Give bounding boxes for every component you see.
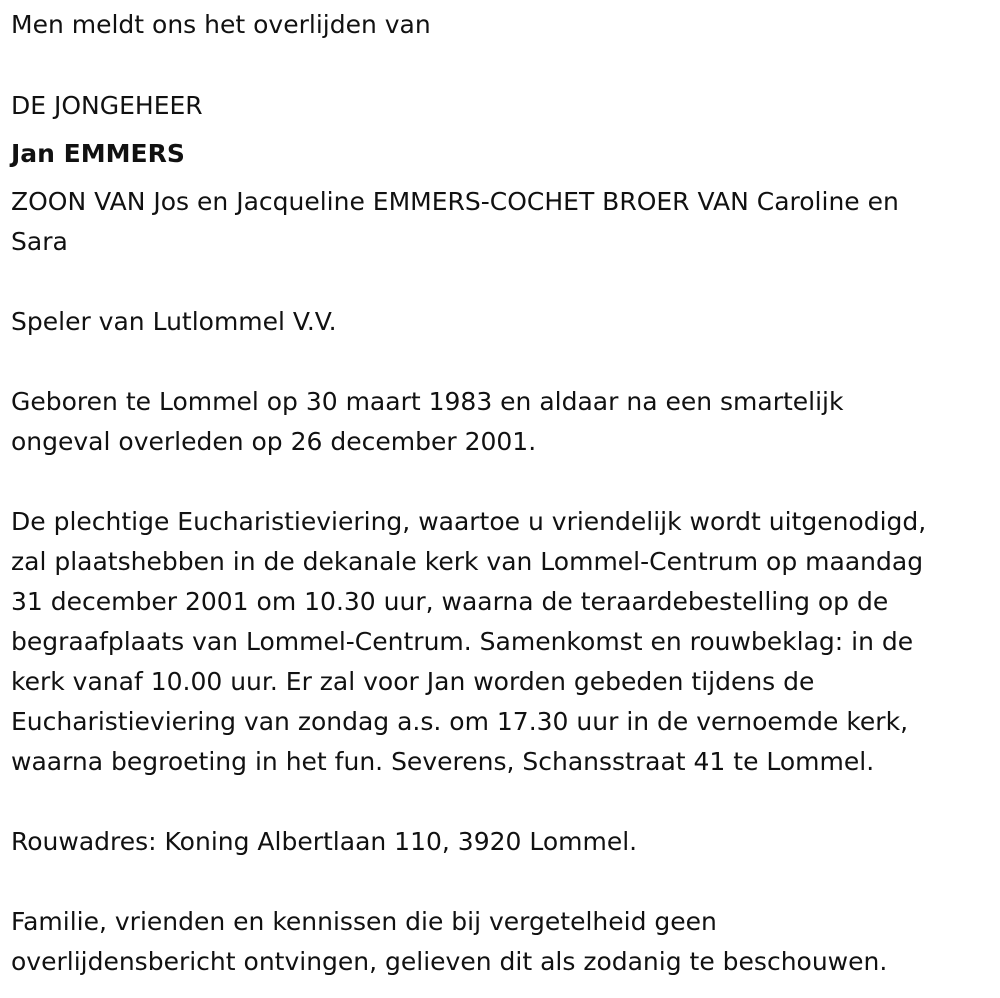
relations-line: Sara [11, 227, 68, 256]
ceremony-line: Eucharistieviering van zondag a.s. om 17.30 uur in de vernoemde kerk, [11, 707, 909, 736]
birth-death-line: Geboren te Lommel op 30 maart 1983 en aldaar na een smartelijk [11, 387, 844, 416]
address-text: Rouwadres: Koning Albertlaan 110, 3920 Lommel. [11, 827, 638, 856]
ceremony-line: waarna begroeting in het fun. Severens, Schansstraat 41 te Lommel. [11, 747, 875, 776]
deceased-name: Jan EMMERS [11, 139, 185, 168]
club-text: Speler van Lutlommel V.V. [11, 307, 337, 336]
relations-line: ZOON VAN Jos en Jacqueline EMMERS-COCHET BROER VAN Caroline en [11, 187, 899, 216]
closing-line: overlijdensbericht ontvingen, gelieven dit als zodanig te beschouwen. [11, 947, 888, 976]
ceremony-line: 31 december 2001 om 10.30 uur, waarna de teraardebestelling op de [11, 587, 889, 616]
ceremony-line: begraafplaats van Lommel-Centrum. Samenkomst en rouwbeklag: in de [11, 627, 914, 656]
closing-line: Familie, vrienden en kennissen die bij vergetelheid geen [11, 907, 717, 936]
intro-text: Men meldt ons het overlijden van [11, 10, 431, 39]
ceremony-line: kerk vanaf 10.00 uur. Er zal voor Jan worden gebeden tijdens de [11, 667, 815, 696]
birth-death-line: ongeval overleden op 26 december 2001. [11, 427, 537, 456]
ceremony-line: De plechtige Eucharistieviering, waartoe u vriendelijk wordt uitgenodigd, [11, 507, 927, 536]
ceremony-line: zal plaatshebben in de dekanale kerk van Lommel-Centrum op maandag [11, 547, 924, 576]
honorific: DE JONGEHEER [11, 91, 203, 120]
